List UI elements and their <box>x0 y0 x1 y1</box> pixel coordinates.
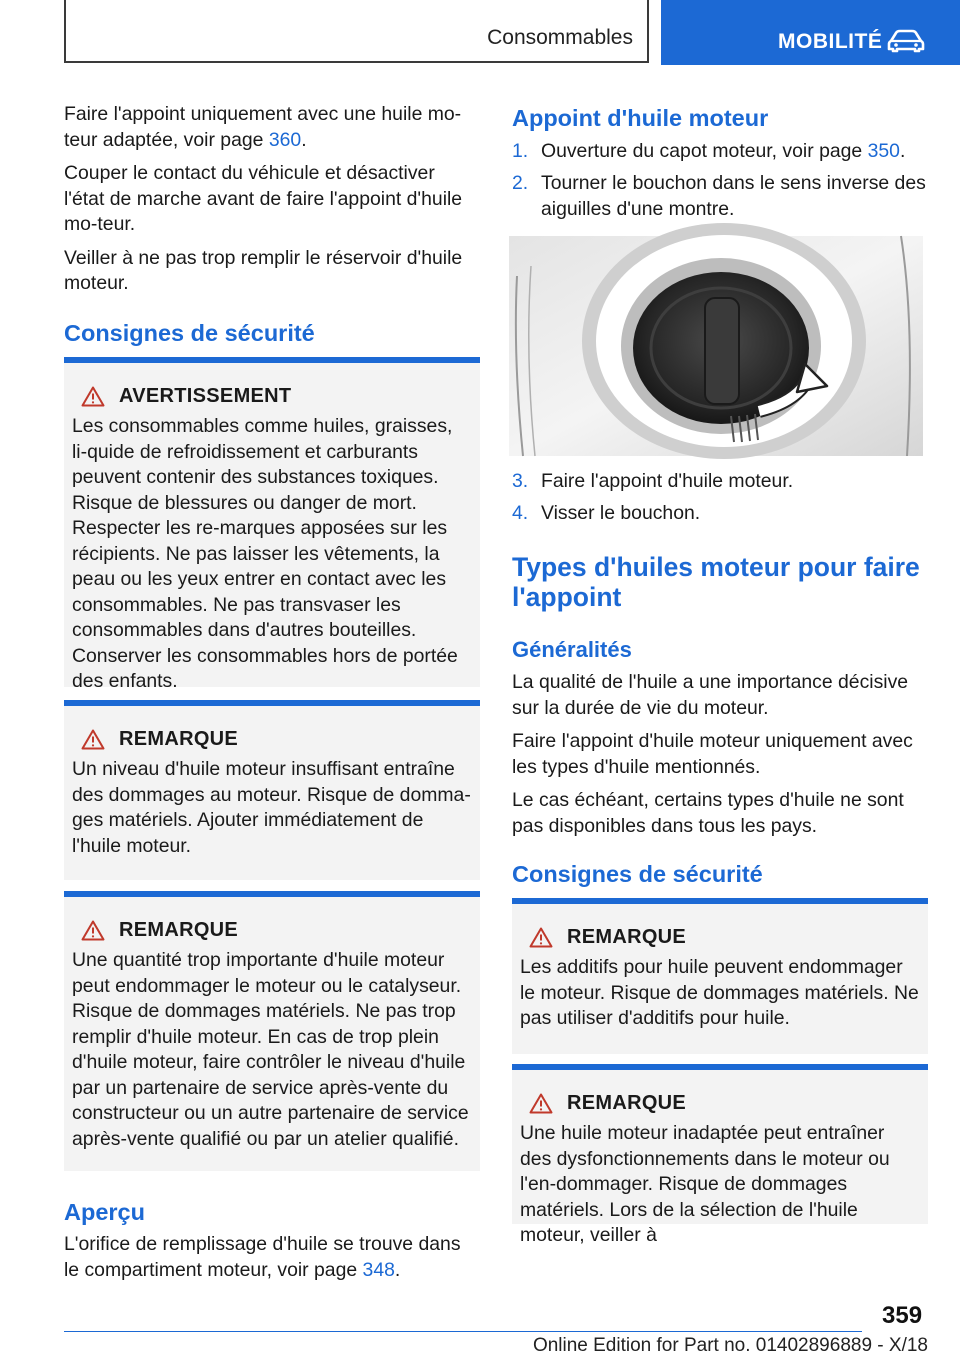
step-2 <box>512 171 928 222</box>
note-text: Une huile moteur inadaptée peut entraîner des dysfonctionnements dans le moteur ou l'en-dommager. Risque de dommages matériels. Lors de la sélection de l'huile moteur, veiller à <box>520 1122 890 1246</box>
warning-triangle-icon <box>81 729 105 750</box>
step-number: 1. <box>512 140 529 162</box>
step-3 <box>512 469 928 495</box>
warning-triangle-icon <box>81 386 105 407</box>
step-1 <box>512 139 928 165</box>
footer-divider <box>64 1331 862 1332</box>
chapter-title: MOBILITÉ <box>778 30 883 53</box>
note-box-1 <box>64 700 480 880</box>
section-header <box>64 0 649 63</box>
note-box-2 <box>64 891 480 1171</box>
intro-paragraph-3: Veiller à ne pas trop remplir le réservoir d'huile moteur. <box>64 246 463 294</box>
oil-cap-image <box>509 236 923 456</box>
note-label: REMARQUE <box>119 728 239 750</box>
safety-heading-right: Consignes de sécurité <box>512 861 763 887</box>
note-label: REMARQUE <box>567 1092 687 1114</box>
intro-paragraph-1: Faire l'appoint uniquement avec une huile mo-teur adaptée, voir page 360. <box>64 103 462 151</box>
intro-paragraph-2: Couper le contact du véhicule et désactiver l'état de marche avant de faire l'appoint d'huile mo-teur. <box>64 162 463 235</box>
step-number: 4. <box>512 502 529 524</box>
note-text: Les additifs pour huile peuvent endommager le moteur. Risque de dommages matériels. Ne pas utiliser d'additifs pour huile. <box>520 956 919 1029</box>
warning-text: Les consommables comme huiles, graisses, li-quide de refroidissement et carburants peuvent contenir des substances toxiques. Risque de blessures ou danger de mort. Respecter les re-marques apposées sur les récipients. Ne pas laisser les vêtements, la peau ou les yeux entrer en contact avec les consommables. Ne pas transvaser les consommables dans d'autres bouteilles. Conserver les consommables hors de portée des enfants. <box>72 415 458 692</box>
note-text: Un niveau d'huile moteur insuffisant entraîne des dommages au moteur. Risque de domma-ges matériels. Ajouter immédiatement de l'huile moteur. <box>72 758 471 857</box>
page-link-360[interactable]: 360 <box>268 128 302 151</box>
footer-edition: Online Edition for Part no. 01402896889 - X/18 <box>532 1335 928 1356</box>
step-text: Tourner le bouchon dans le sens inverse des aiguilles d'une montre. <box>541 172 926 220</box>
general-paragraph-3: Le cas échéant, certains types d'huile ne sont pas disponibles dans tous les pays. <box>512 789 904 837</box>
step-number: 3. <box>512 470 529 492</box>
oil-cap-illustration <box>509 236 923 456</box>
note-text: Une quantité trop importante d'huile moteur peut endommager le moteur ou le catalyseur. Risque de dommages matériels. Ne pas trop remplir d'huile moteur. En cas de trop plein d'huile moteur, faire contrôler le niveau d'huile par un partenaire de service après-vente du constructeur ou un autre partenaire de service après-vente qualifié ou par un atelier qualifié. <box>72 949 469 1150</box>
page-link-348[interactable]: 348 <box>362 1258 395 1281</box>
note-box-3 <box>512 898 928 1054</box>
general-section <box>512 670 928 847</box>
warning-box <box>64 357 480 692</box>
warning-triangle-icon <box>529 1093 553 1114</box>
apercu-paragraph: L'orifice de remplissage d'huile se trouve dans le compartiment moteur, voir page 348. <box>64 1233 461 1281</box>
note-label: REMARQUE <box>119 919 239 941</box>
warning-triangle-icon <box>529 927 553 948</box>
types-heading: Types d'huiles moteur pour faire l'appoint <box>512 552 920 612</box>
general-paragraph-2: Faire l'appoint d'huile moteur uniquement avec les types d'huile mentionnés. <box>512 730 913 778</box>
page-number: 359 <box>882 1302 923 1329</box>
safety-heading-left: Consignes de sécurité <box>64 320 315 346</box>
car-icon <box>887 29 925 53</box>
step-text: Ouverture du capot moteur, voir page 350. <box>541 140 906 162</box>
section-title: Consommables <box>487 26 633 49</box>
note-box-4 <box>512 1064 928 1246</box>
note-label: REMARQUE <box>567 926 687 948</box>
apercu-heading: Aperçu <box>64 1199 145 1225</box>
chapter-tab[interactable] <box>661 0 960 65</box>
step-number: 2. <box>512 172 529 194</box>
appoint-heading: Appoint d'huile moteur <box>512 105 769 131</box>
warning-triangle-icon <box>81 920 105 941</box>
step-text: Visser le bouchon. <box>541 502 701 524</box>
page-link-350[interactable]: 350 <box>867 140 900 162</box>
warning-label: AVERTISSEMENT <box>119 385 292 407</box>
general-paragraph-1: La qualité de l'huile a une importance décisive sur la durée de vie du moteur. <box>512 671 909 719</box>
step-text: Faire l'appoint d'huile moteur. <box>541 470 794 492</box>
step-4 <box>512 501 928 527</box>
general-heading: Généralités <box>512 637 632 662</box>
